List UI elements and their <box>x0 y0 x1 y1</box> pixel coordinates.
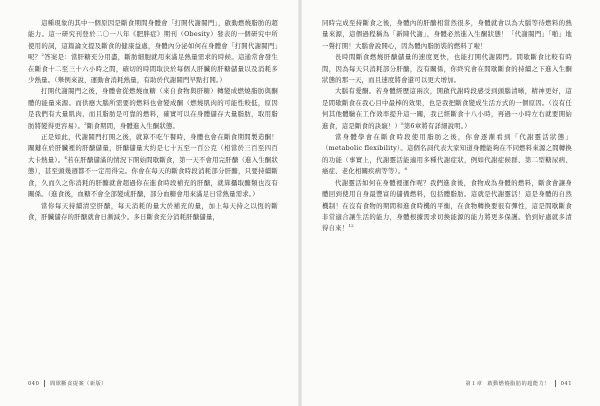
left-page <box>28 18 278 223</box>
footer-divider <box>44 380 45 387</box>
left-paragraph-1: 這種現象的其中一個原因是斷食期間身體會「打開代謝閥門」，啟動燃燒脂肪的超能力。這一研究刊登於二〇一八年《肥胖症》期刊（Obesity）發表的一個研究中所使用的詞，這篇論文提及斷食的健康益處，身體內分泌如何在身體會「打開代謝閥門」呢？$^2$答案是：當肝糖充分用盡，斷肪細胞就用來滿足熱量需求的時候。這通常會發生在斷食十二至三十六小時之間，確切的時間取決於每個人肝臟的肝糖儲量以及消耗多少熱量。（舉例來說，運動會消耗熱量，有助於代謝閥門早點打開。） <box>28 19 279 85</box>
page-number-right: 041 <box>560 380 572 387</box>
left-paragraph-4: 當你每天持續清空肝醣，每天消耗的量大於補充的量，加上每天持之以恆的斷食，肝臟儲存的肝醣就會日漸減少。多日斷食充分消耗肝醣儲量， <box>28 201 278 221</box>
right-page <box>322 18 572 235</box>
chapter-label: 第１章 <box>465 381 483 387</box>
running-chapter-title: 啟動燃燒脂肪的超能力！ <box>487 381 550 387</box>
left-paragraph-2: 打開代謝閥門之後，身體會從燃燒血糖（來自食物與肝糖）轉變成燃燒脂肪與酮體的能量來源。而供應大腦所需要的燃料也會變成酮（燃燒肌肉的可能性較低，原因是我們有大量肌肉，而且脂肪是可靠的燃料，確實可以在身體儲存大量脂肪，取用脂肪將變得更容易）。$^3$斷食期間，身體進入生酮狀態。 <box>28 87 278 130</box>
page-number-left: 040 <box>28 380 40 387</box>
right-paragraph-4: 當身體學會在斷食時段使用脂肪之後，你會逐漸看到「代謝靈活狀態」（metabolic flexibility）。這個名詞代表大家知道身體能夠在不同燃料來源之間轉換的功能（事實上，代謝靈活能適用多種代謝症狀，例如代謝症候群、第二型糖尿病、癌症、老化相關疾病等等）。$^6$ <box>322 133 572 176</box>
footnote-marker: 6 <box>404 166 408 172</box>
right-paragraph-5: 代謝靈活如何在身體裡運作呢？我們進食後，食物成為身體的燃料，斷食會讓身體回到使用自身最豐富的儲備燃料，包括體脂肪。這就是代謝靈活！這是身體的自然機制！在沒有食物的期間和進食時機的平衡，在食物轉換要很有彈性，這是間歇斷食非常適合讓生活的能力，身體根據需求切換能源的能力將更多保護。恰到好處就多清得自來！$^{12}$ <box>322 178 572 233</box>
left-footer <box>28 380 107 387</box>
footnote-marker: 3 <box>84 120 87 126</box>
right-paragraph-1: 同時完成至持斷食之後，身體內的肝醣相當然很多，身體就會以為大腦等待燃料的熱量來源，這個過程稱為「新陳代謝」，身體必然進入生酮狀態！「代謝閥門」「啪」地一聲打開！大腦會說開心，因為體內脂肪裝的燃料了啦！ <box>322 19 572 50</box>
running-book-title: 間歇斷食提案（新版） <box>50 381 107 387</box>
right-paragraph-3: 大腦有愛酮。若身體經歷這兩次，開啟代謝時段感受到頭腦清晰，精神更好，這是間歇斷食在我心目中最棒的效果，也是我把斷食變成生活方式的一個原因。（沒有任何其他體驗在工作效率提升這一關，我已經斷食十八小時，再過一小時左右就要開始進食，這是斷食的訣竅！）$^5$第6章將有詳細說明。） <box>322 87 572 130</box>
right-paragraph-2: 長時間斷食燃燒肝醣儲量的速度更快，也能打開代謝閥門。間歇斷食比較有時間，因為每天只消耗部分肝醣，沒有關係，你終究會在間歇斷食的持續之下進入生酮狀態的那一天，而且速度將會還可以更大增加。 <box>322 53 572 85</box>
footnote-marker: 4 <box>64 154 68 160</box>
footnote-marker: 12 <box>348 223 354 229</box>
right-footer <box>465 380 572 387</box>
footer-divider <box>555 380 556 387</box>
footnote-marker: 2 <box>41 52 45 58</box>
footnote-marker: 5 <box>401 120 404 126</box>
book-gutter <box>298 0 302 406</box>
left-paragraph-3: 正是如此，代謝閥門打開之後，就算不吃午餐時，身體也會在斷食期間製造酮！關鍵在於肝臟裡的肝醣儲量，肝醣儲量大約是七十五至一百公克（相當於三百至四百大卡熱量）。$^4$若在肝醣儲滿的情況下開始間歇斷食，第一天不會用完肝醣（進入生酮狀態），甚至頭幾週都不一定用得完。你會在每天的斷食時段消耗部分肝醣，只要持續斷食，久而久之你消耗的肝醣就會超過你在進食時段補充的肝醣，就算攝取醣類也沒有關係。（進食後，血糖不會全部變成肝醣，部分血糖會用來滿足日常熱量需求。） <box>28 133 278 199</box>
